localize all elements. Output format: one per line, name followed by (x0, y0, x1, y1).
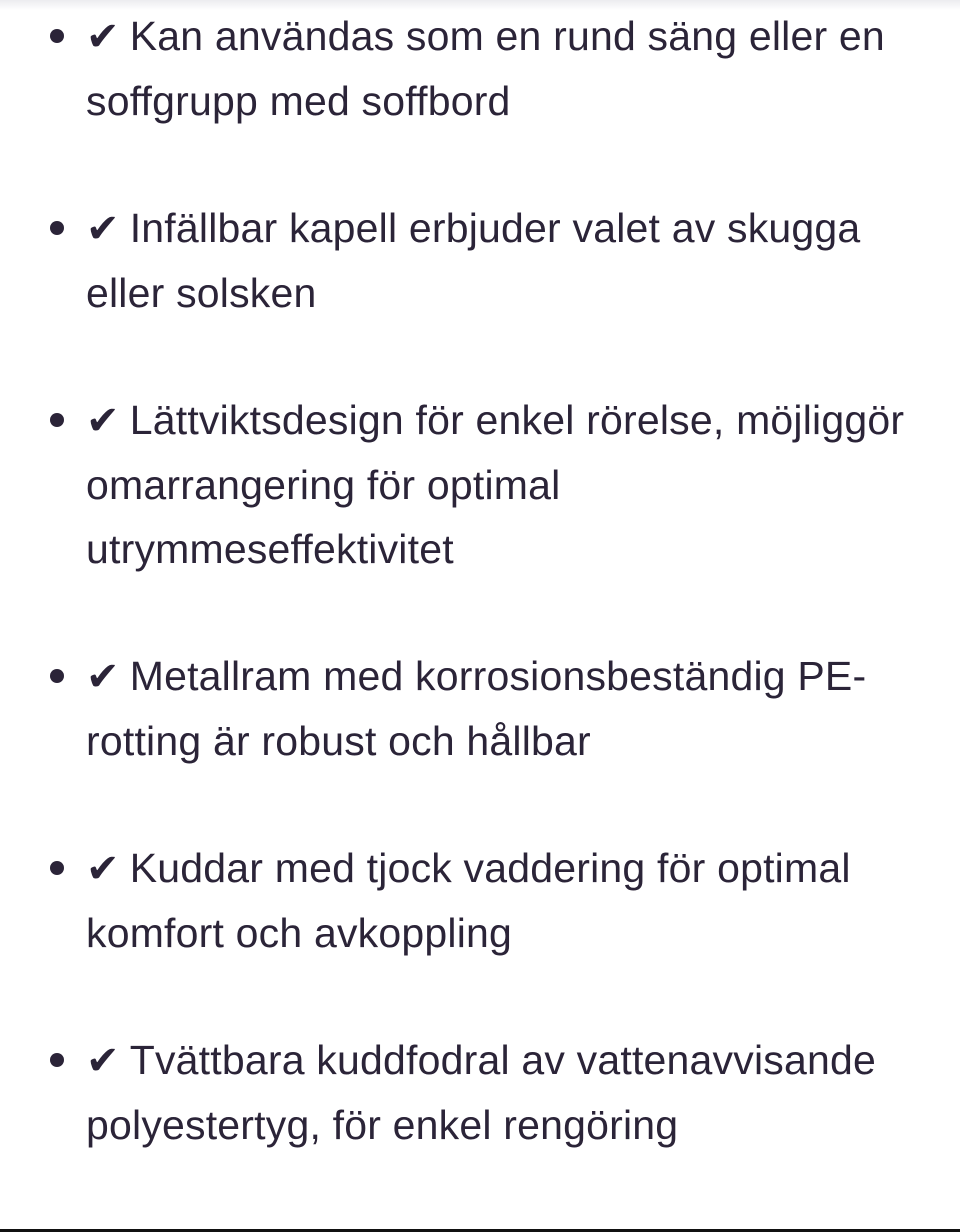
feature-text (86, 388, 936, 581)
feature-label: Kuddar med tjock vaddering för optimal komfort och avkoppling (86, 845, 851, 956)
feature-text (86, 836, 936, 965)
feature-text (86, 4, 936, 133)
bullet-icon (50, 413, 64, 427)
checkmark-icon: ✔ (86, 206, 120, 252)
bullet-icon (50, 1053, 64, 1067)
feature-text (86, 196, 936, 325)
feature-label: Infällbar kapell erbjuder valet av skugga eller solsken (86, 205, 861, 316)
checkmark-icon: ✔ (86, 846, 120, 892)
checkmark-icon: ✔ (86, 14, 120, 60)
checkmark-icon: ✔ (86, 654, 120, 700)
bullet-icon (50, 861, 64, 875)
bullet-icon (50, 221, 64, 235)
bullet-icon (50, 29, 64, 43)
bullet-icon (50, 669, 64, 683)
feature-label: Tvättbara kuddfodral av vattenavvisande polyestertyg, för enkel rengöring (86, 1037, 876, 1148)
feature-text (86, 1028, 936, 1157)
feature-label: Metallram med korrosionsbeständig PE-rotting är robust och hållbar (86, 653, 867, 764)
feature-label: Lättviktsdesign för enkel rörelse, möjliggör omarrangering för optimal utrymmeseffektivitet (86, 397, 905, 572)
feature-label: Kan användas som en rund säng eller en soffgrupp med soffbord (86, 13, 885, 124)
feature-text (86, 644, 936, 773)
checkmark-icon: ✔ (86, 398, 120, 444)
checkmark-icon: ✔ (86, 1038, 120, 1084)
